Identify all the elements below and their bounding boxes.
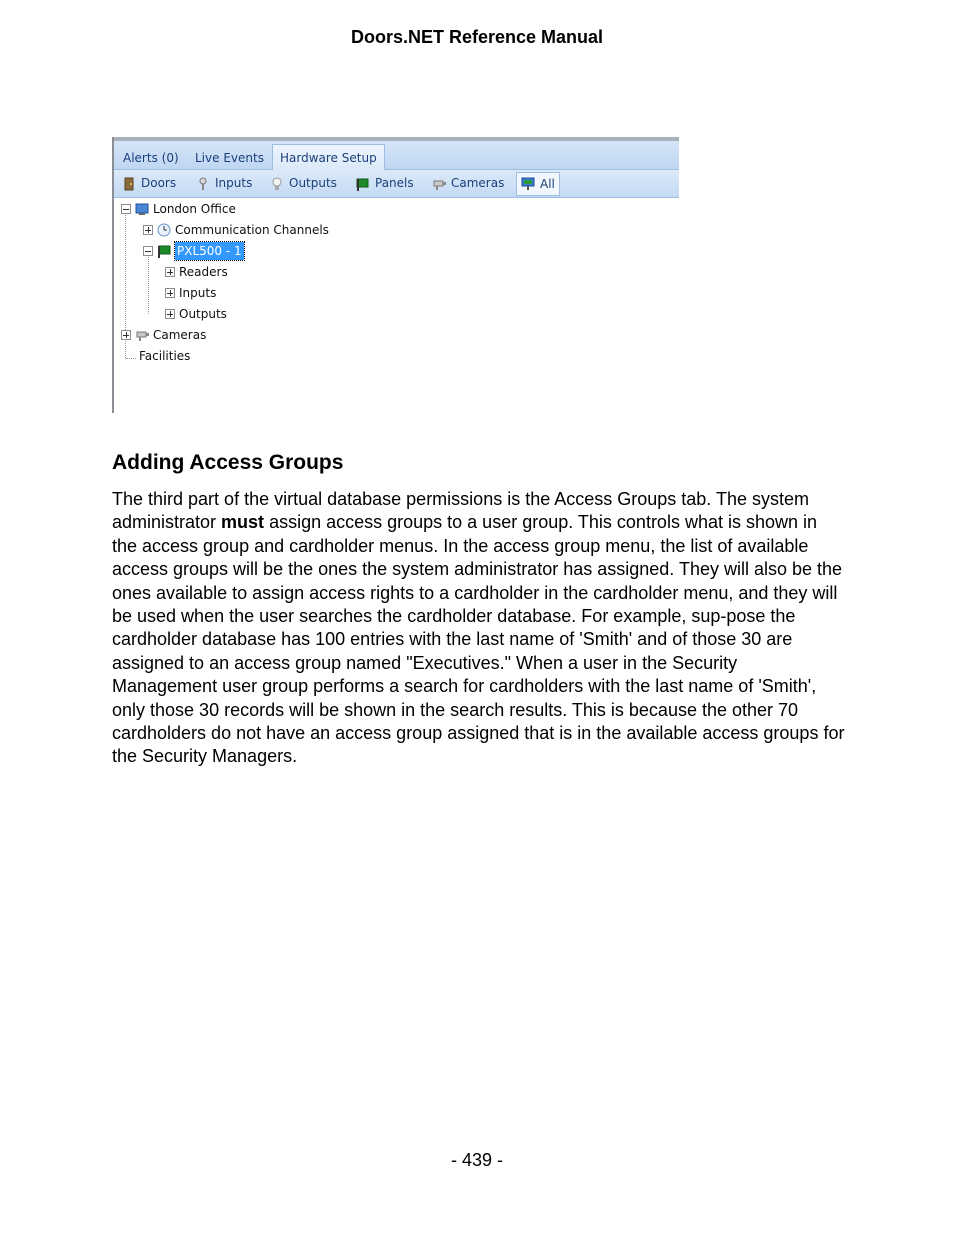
- tab-hardware-setup[interactable]: Hardware Setup: [272, 144, 385, 171]
- tree-node-readers[interactable]: [165, 263, 228, 281]
- tree-label: Inputs: [179, 286, 217, 300]
- window-border: [112, 137, 114, 413]
- panel-icon: [356, 177, 370, 191]
- tree-line: [148, 254, 149, 314]
- page-number: - 439 -: [450, 1150, 504, 1170]
- tree-label: Facilities: [139, 349, 191, 363]
- outputs-button[interactable]: [266, 173, 341, 194]
- tree-label: Cameras: [153, 328, 207, 342]
- tab-live-events[interactable]: Live Events: [195, 151, 264, 165]
- expand-icon[interactable]: [121, 330, 131, 340]
- tree-node-facilities[interactable]: [139, 347, 190, 365]
- all-button[interactable]: [516, 172, 560, 196]
- doors-button[interactable]: [118, 173, 180, 194]
- tree-label: London Office: [153, 202, 236, 216]
- panel-icon: [157, 244, 171, 258]
- body-paragraph: [112, 488, 847, 769]
- paragraph-text: The third part of the virtual database permissions is the Access Groups tab. The system administrator: [112, 489, 809, 533]
- outputs-label: Outputs: [289, 176, 337, 190]
- tree-line: [125, 212, 126, 338]
- tree-label: Readers: [179, 265, 228, 279]
- paragraph-text: assign access groups to a user group. This controls what is shown in the access group and cardholder menus. In the access group menu, the list of available access groups will be the ones the system administrator has assigned. They will also be the ones available to assign access rights to a cardholder in the cardholder menu, and they will be used when the user searches the cardholder database. For example, sup-pose the cardholder database has 100 entries with the last name of 'Smith' and of those 30 are assigned to an access group named "Executives." When a user in the Security Management user group performs a search for cardholders with the last name of 'Smith', only those 30 records will be shown in the search results. This is because the other 70 cardholders do not have an access group assigned that is in the available access groups for the Security Managers.: [112, 512, 845, 767]
- inputs-label: Inputs: [215, 176, 253, 190]
- hardware-toolbar: [114, 170, 679, 198]
- expand-icon[interactable]: [165, 288, 175, 298]
- lightbulb-icon: [270, 177, 284, 191]
- emphasis-text: must: [221, 512, 265, 533]
- manual-title: Doors.NET Reference Manual: [350, 27, 604, 47]
- tree-line: [126, 358, 136, 359]
- tree-node-cameras[interactable]: [121, 326, 206, 344]
- tree-label: Communication Channels: [175, 223, 329, 237]
- tree-node-communication-channels[interactable]: [143, 221, 329, 239]
- network-icon: [521, 177, 535, 191]
- cameras-button[interactable]: [428, 173, 508, 194]
- tree-label-selected: PXL500 - 1: [177, 244, 242, 258]
- tree-node-inputs[interactable]: [165, 284, 216, 302]
- site-icon: [135, 202, 149, 216]
- tree-label: Outputs: [179, 307, 227, 321]
- door-icon: [122, 177, 136, 191]
- doors-label: Doors: [141, 176, 177, 190]
- inputs-button[interactable]: [192, 173, 256, 194]
- panels-label: Panels: [375, 176, 414, 190]
- expand-icon[interactable]: [165, 267, 175, 277]
- collapse-icon[interactable]: [143, 246, 153, 256]
- cameras-label: Cameras: [451, 176, 505, 190]
- all-label: All: [540, 176, 555, 191]
- camera-icon: [135, 328, 149, 342]
- clock-icon: [157, 223, 171, 237]
- tree-node-pxl500[interactable]: [143, 242, 244, 260]
- input-icon: [196, 177, 210, 191]
- camera-icon: [432, 177, 446, 191]
- panels-button[interactable]: [352, 173, 418, 194]
- hardware-tree: [114, 198, 679, 413]
- collapse-icon[interactable]: [121, 204, 131, 214]
- tab-bar: [114, 141, 679, 170]
- section-heading: Adding Access Groups: [112, 451, 344, 474]
- expand-icon[interactable]: [165, 309, 175, 319]
- tab-alerts[interactable]: Alerts (0): [123, 151, 179, 165]
- tree-node-london-office[interactable]: [121, 200, 236, 218]
- expand-icon[interactable]: [143, 225, 153, 235]
- tree-node-outputs[interactable]: [165, 305, 227, 323]
- hardware-setup-screenshot: [112, 137, 679, 413]
